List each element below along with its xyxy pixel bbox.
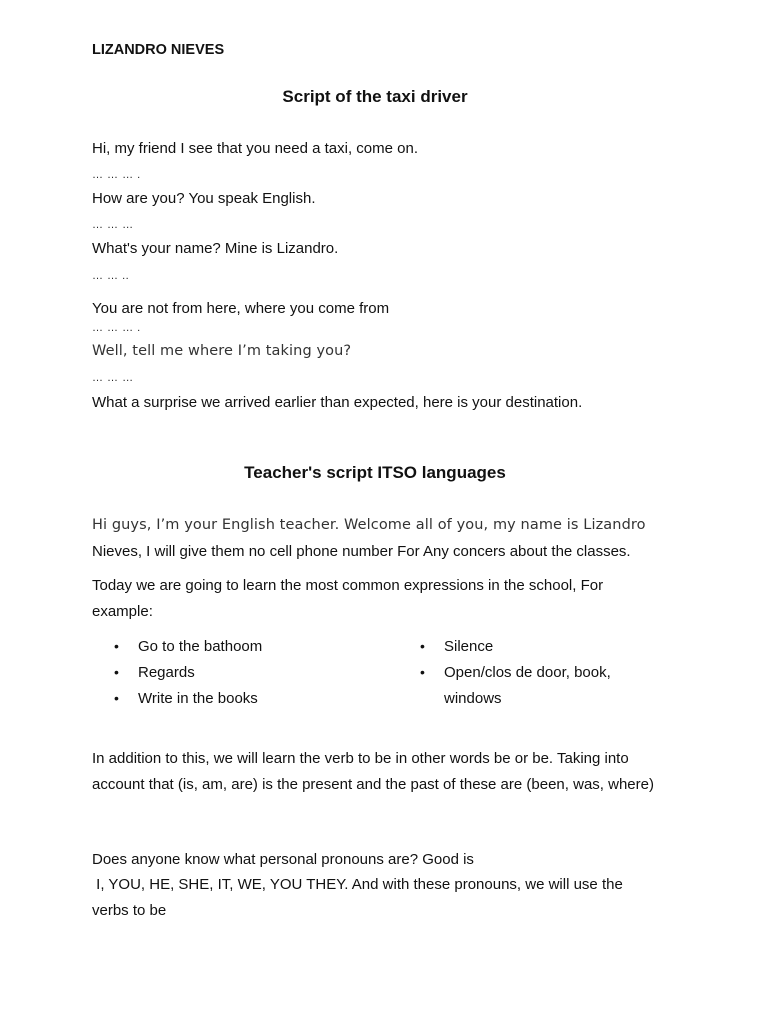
list-item	[420, 660, 644, 711]
bullet-icon: •	[420, 638, 425, 654]
bullet-icon: •	[420, 664, 425, 680]
bullet-icon: •	[114, 690, 119, 706]
ellipsis-line: … … … .	[92, 322, 141, 334]
taxi-line: What a surprise we arrived earlier than expected, here is your destination.	[92, 394, 583, 411]
today-paragraph: Today we are going to learn the most common expressions in the school, For example:	[92, 577, 604, 620]
taxi-line: How are you? You speak English.	[92, 190, 316, 207]
author-name: LIZANDRO NIEVES	[92, 42, 225, 58]
taxi-line: You are not from here, where you come from	[92, 300, 390, 317]
list-item	[420, 634, 644, 660]
bullet-icon: •	[114, 664, 119, 680]
taxi-line: What's your name? Mine is Lizandro.	[92, 240, 339, 257]
list-item-label: Open/clos de door, book, windows	[444, 664, 611, 707]
pronouns-question: Does anyone know what personal pronouns are? Good is	[92, 851, 474, 868]
ellipsis-line: … … … .	[92, 169, 141, 181]
pronouns-answer: I, YOU, HE, SHE, IT, WE, YOU THEY. And with these pronouns, we will use the verbs to be	[92, 876, 627, 919]
ellipsis-line: … … ..	[92, 270, 130, 282]
ellipsis-line: … … …	[92, 219, 134, 231]
teacher-intro-line: Hi guys, I’m your English teacher. Welcome all of you, my name is Lizandro	[92, 517, 646, 533]
verb-paragraph: In addition to this, we will learn the verb to be in other words be or be. Taking into account that (is, am, are) is the present and the past of these are (been, was, where)	[92, 750, 654, 793]
teacher-intro-line: Nieves, I will give them no cell phone number For Any concers about the classes.	[92, 543, 631, 560]
teacher-script-title: Teacher's script ITSO languages	[244, 463, 506, 482]
taxi-script-title: Script of the taxi driver	[282, 87, 468, 106]
list-item	[114, 634, 398, 660]
taxi-line: Well, tell me where I’m taking you?	[92, 343, 352, 359]
list-item-label: Go to the bathoom	[138, 638, 263, 655]
list-item	[114, 660, 398, 686]
list-item	[114, 686, 398, 712]
ellipsis-line: … … …	[92, 372, 134, 384]
bullet-icon: •	[114, 638, 119, 654]
list-item-label: Write in the books	[138, 690, 258, 707]
list-item-label: Regards	[138, 664, 195, 681]
taxi-line: Hi, my friend I see that you need a taxi, come on.	[92, 140, 419, 157]
list-item-label: Silence	[444, 638, 494, 655]
